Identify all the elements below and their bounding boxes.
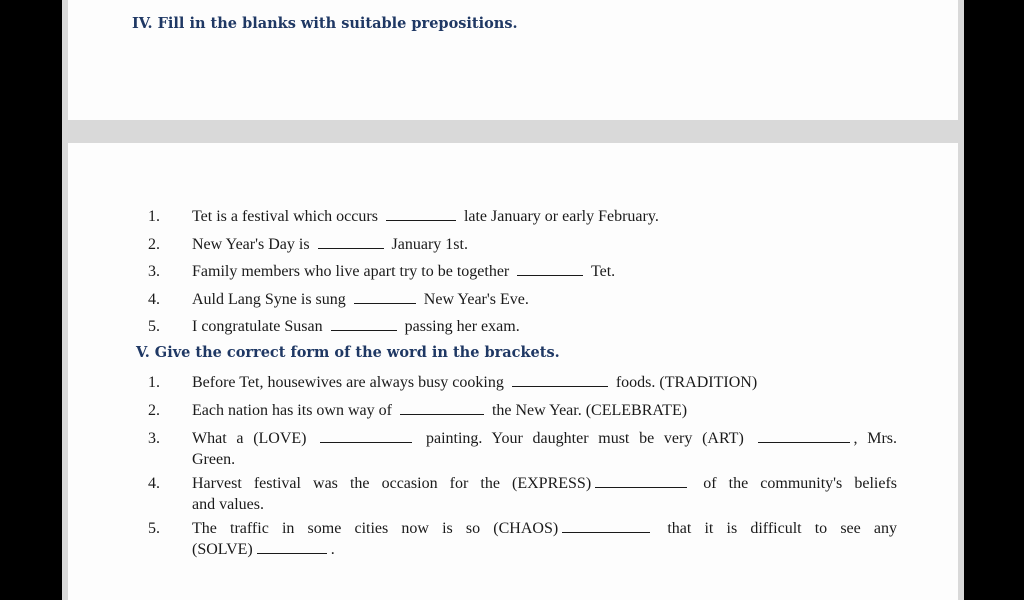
sentence-start: Auld Lang Syne is sung bbox=[192, 290, 346, 308]
answer-blank[interactable] bbox=[318, 234, 384, 249]
sentence-start: The traffic in some cities now is so (CHAOS) bbox=[192, 520, 559, 537]
sentence-end: New Year's Eve. bbox=[423, 290, 529, 308]
section-iv-heading: IV. Fill in the blanks with suitable prepositions. bbox=[132, 15, 518, 32]
answer-blank[interactable] bbox=[354, 289, 416, 304]
answer-blank[interactable] bbox=[562, 518, 650, 533]
sentence-end: , Mrs. bbox=[853, 430, 898, 447]
answer-blank[interactable] bbox=[758, 428, 850, 443]
answer-blank[interactable] bbox=[320, 428, 412, 443]
sentence-start: Tet is a festival which occurs bbox=[192, 208, 378, 225]
list-item bbox=[148, 289, 908, 317]
list-item bbox=[148, 372, 908, 397]
item-number: 1. bbox=[148, 208, 160, 225]
list-item bbox=[148, 261, 908, 289]
sentence-continuation: Green. bbox=[192, 451, 236, 468]
answer-blank[interactable] bbox=[386, 206, 456, 221]
sentence-start: New Year's Day is bbox=[192, 235, 310, 253]
document-page bbox=[62, 0, 964, 600]
solve-word: (SOLVE) bbox=[192, 541, 253, 558]
list-item bbox=[148, 234, 908, 262]
sentence-continuation bbox=[192, 539, 897, 560]
answer-blank[interactable] bbox=[257, 539, 327, 554]
list-item bbox=[148, 206, 908, 234]
sentence-start: What a (LOVE) bbox=[192, 430, 307, 447]
answer-blank[interactable] bbox=[517, 261, 583, 276]
sentence-end: that it is difficult to see any bbox=[667, 520, 898, 537]
sentence-start: I congratulate Susan bbox=[192, 318, 323, 335]
list-item bbox=[148, 316, 908, 344]
answer-blank[interactable] bbox=[331, 316, 397, 331]
list-item bbox=[148, 473, 897, 515]
answer-blank[interactable] bbox=[400, 400, 484, 415]
section-v-heading: V. Give the correct form of the word in the brackets. bbox=[136, 344, 560, 361]
sentence-start: Family members who live apart try to be together bbox=[192, 263, 510, 280]
sentence-start: Each nation has its own way of bbox=[192, 402, 392, 419]
item-number: 5. bbox=[148, 520, 160, 537]
sentence-end: Tet. bbox=[590, 263, 616, 280]
item-number: 4. bbox=[148, 290, 160, 308]
exercise-text-box bbox=[68, 143, 958, 600]
sentence-end: January 1st. bbox=[391, 235, 468, 253]
sentence-end: foods. (TRADITION) bbox=[615, 374, 758, 391]
item-number: 2. bbox=[148, 402, 160, 419]
item-number: 3. bbox=[148, 430, 160, 447]
sentence-start: Harvest festival was the occasion for the (EXPRESS) bbox=[192, 475, 592, 492]
item-number: 1. bbox=[148, 374, 160, 391]
sentence-middle: painting. Your daughter must be very (ART) bbox=[425, 430, 744, 447]
left-black-border bbox=[0, 0, 62, 600]
sentence-end: the New Year. (CELEBRATE) bbox=[491, 402, 688, 419]
sentence-continuation: and values. bbox=[192, 496, 264, 513]
item-number: 3. bbox=[148, 263, 160, 280]
sentence-start: Before Tet, housewives are always busy cooking bbox=[192, 374, 504, 391]
preposition-exercise-list bbox=[148, 206, 908, 344]
item-number: 4. bbox=[148, 475, 160, 492]
word-form-exercise-list bbox=[148, 372, 908, 563]
answer-blank[interactable] bbox=[512, 372, 608, 387]
top-text-box bbox=[68, 0, 958, 120]
sentence-end: passing her exam. bbox=[404, 318, 520, 335]
answer-blank[interactable] bbox=[595, 473, 687, 488]
sentence-end: late January or early February. bbox=[463, 208, 659, 225]
sentence-end: . bbox=[330, 541, 335, 558]
list-item bbox=[148, 518, 897, 560]
item-number: 2. bbox=[148, 235, 160, 253]
sentence-end: of the community's beliefs bbox=[703, 475, 898, 492]
list-item bbox=[148, 400, 908, 425]
right-black-border bbox=[964, 0, 1024, 600]
item-number: 5. bbox=[148, 318, 160, 335]
list-item bbox=[148, 428, 897, 470]
